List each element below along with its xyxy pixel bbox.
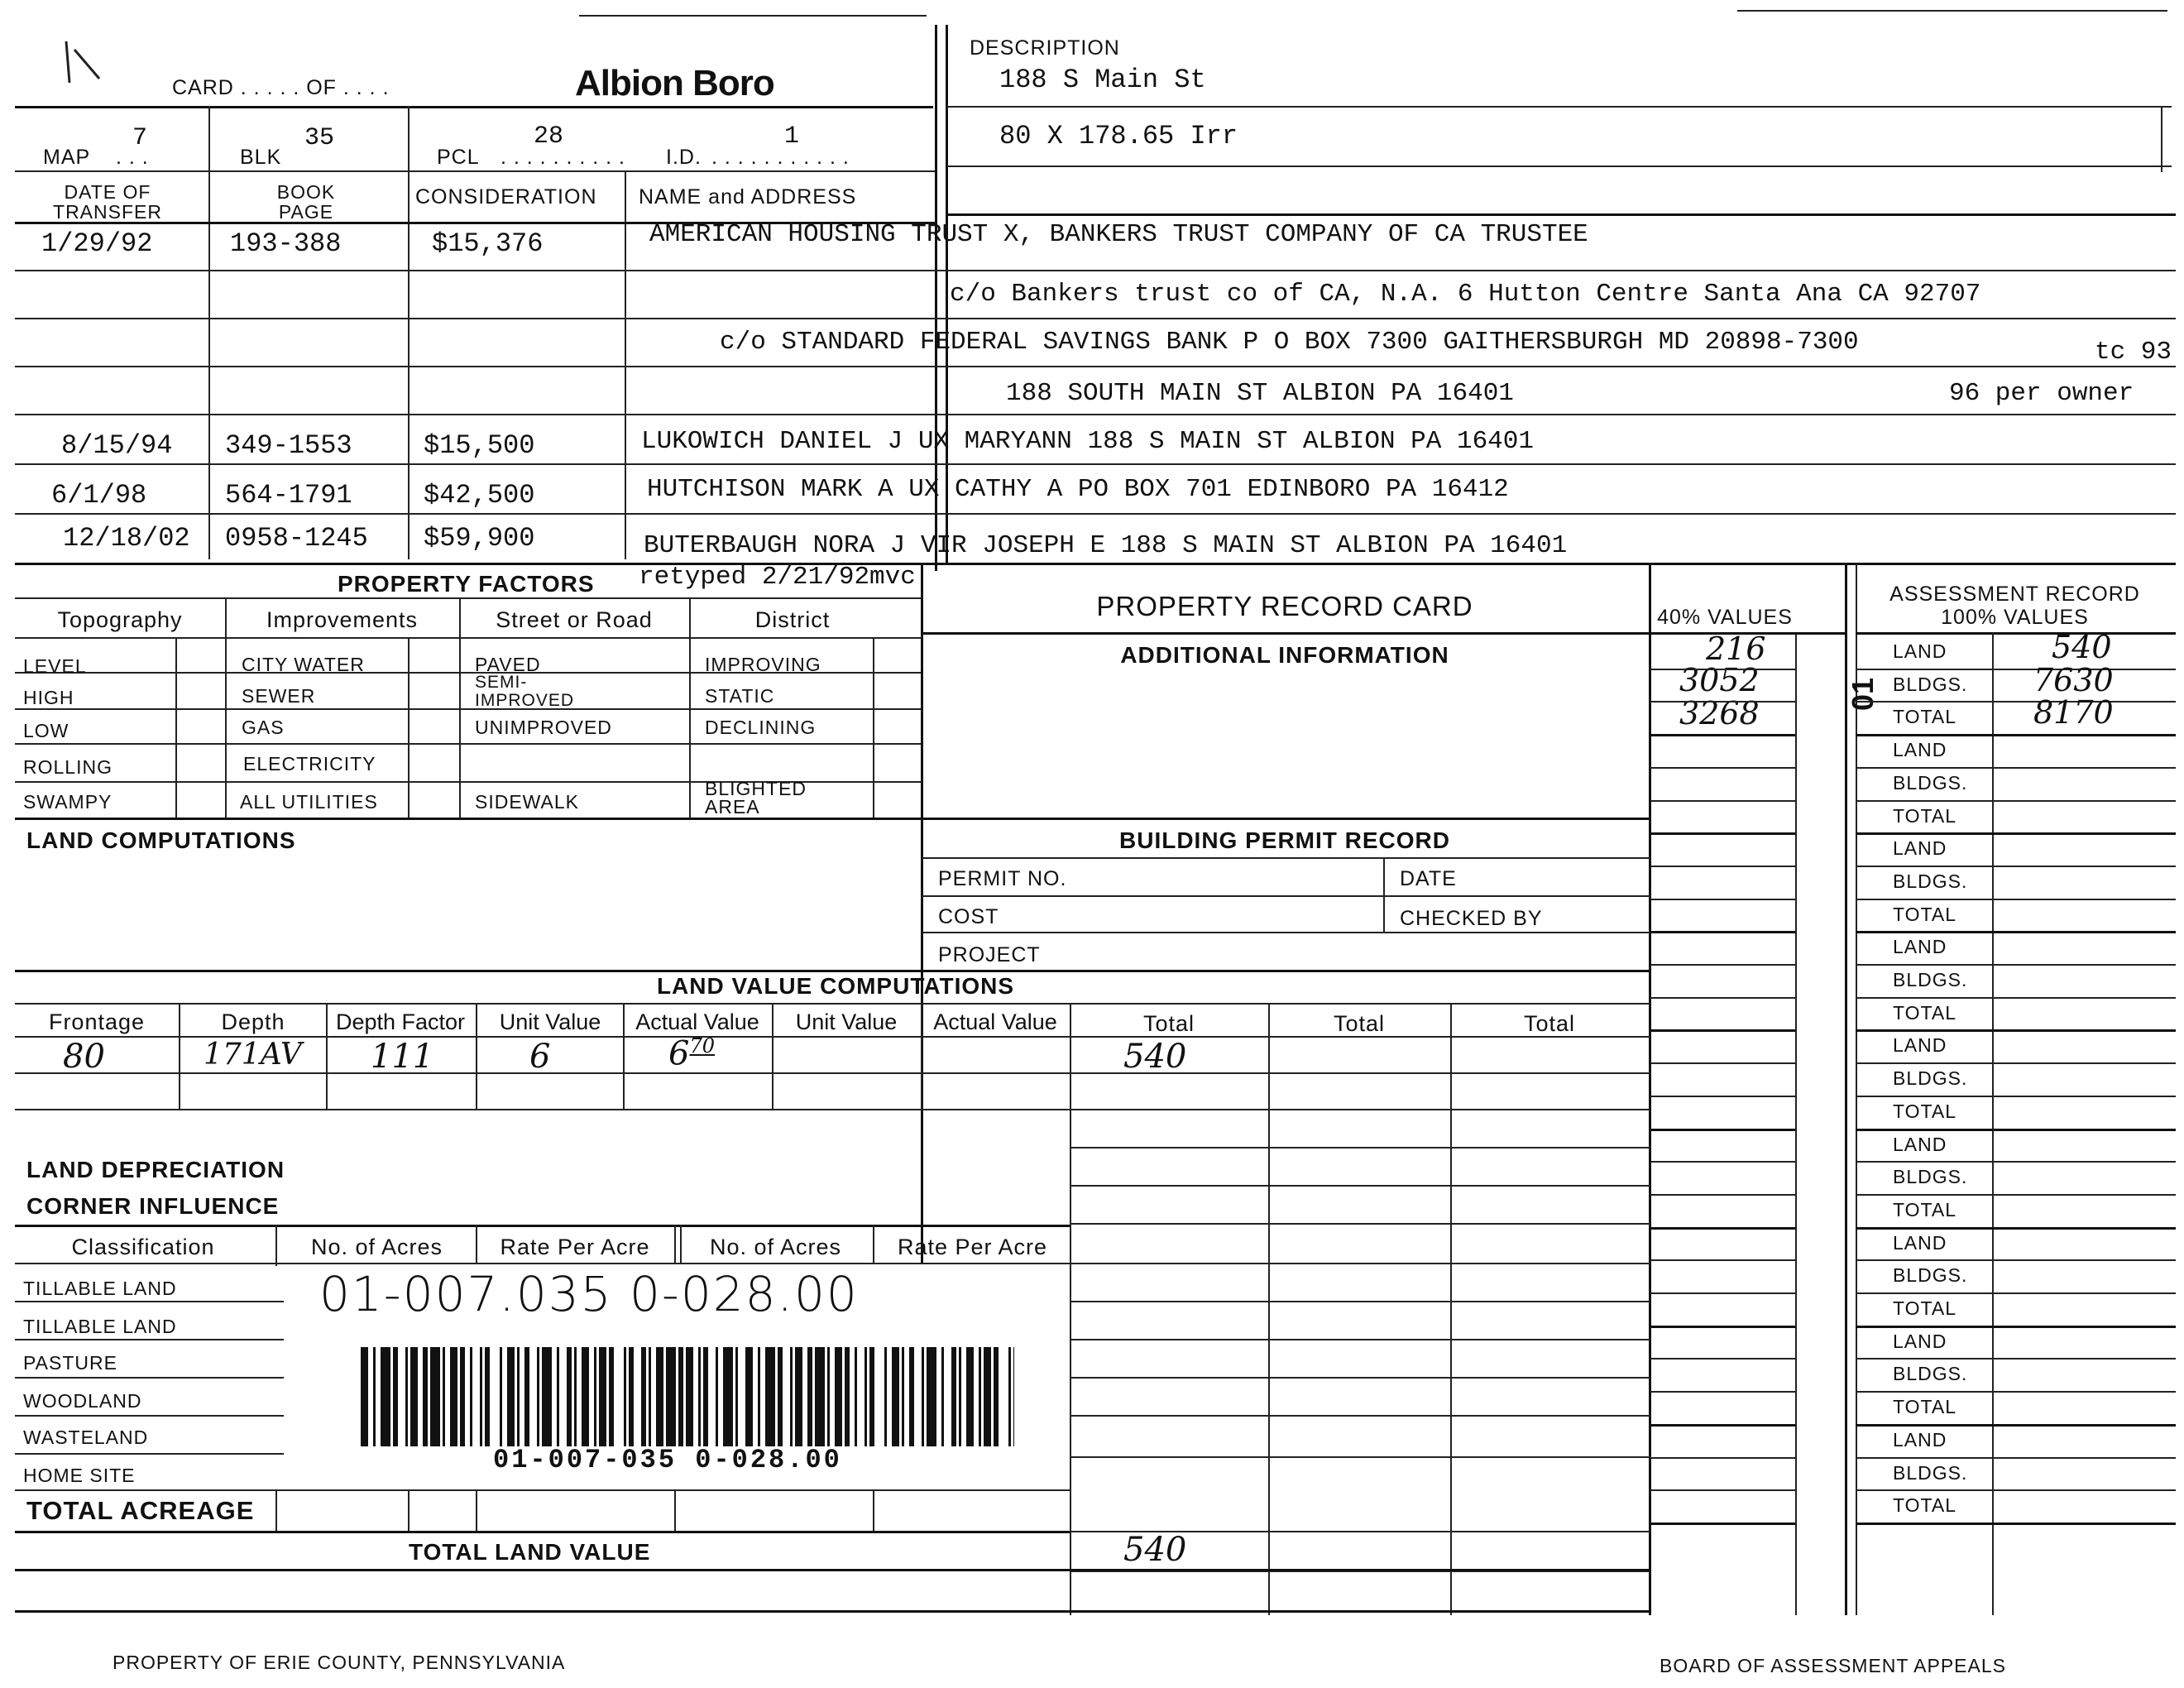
id-dots: . . . . . . . . . . . <box>711 146 850 169</box>
description-line-1: 188 S Main St <box>999 65 1206 95</box>
col-total-3: Total <box>1523 1011 1576 1036</box>
map-label: MAP <box>43 146 91 169</box>
assessment-title <box>1856 583 2174 629</box>
assessment-total-label: TOTAL <box>1893 1001 1956 1024</box>
improvements-header: Improvements <box>266 607 419 632</box>
property-factors-title: PROPERTY FACTORS <box>338 571 595 597</box>
assessment-land-label: LAND <box>1893 739 1947 761</box>
assessment-total-label: TOTAL <box>1893 903 1956 925</box>
depth-value: 171AV <box>204 1038 302 1072</box>
frontage-value: 80 <box>63 1038 105 1076</box>
permit-date-label: DATE <box>1400 867 1457 890</box>
property-record-card-title: PROPERTY RECORD CARD <box>1096 591 1473 621</box>
acres-header-1: No. of Acres <box>310 1235 443 1259</box>
impr-gas: GAS <box>242 717 285 738</box>
col-total-2: Total <box>1333 1011 1386 1036</box>
class-wasteland: WASTELAND <box>23 1427 149 1448</box>
acres-header-2: No. of Acres <box>709 1235 842 1259</box>
assessment-bldgs-label: BLDGS. <box>1893 1264 1968 1287</box>
classification-header: Classification <box>71 1235 215 1259</box>
class-pasture: PASTURE <box>23 1352 117 1374</box>
street-paved: PAVED <box>475 654 541 675</box>
year-mark: 01 <box>1846 677 1880 712</box>
assessment-bldgs-label: BLDGS. <box>1893 673 1968 695</box>
date-of-transfer-header: DATE OF TRANSFER <box>53 181 162 223</box>
pcl-dots: . . . . . . . . . . <box>500 146 625 169</box>
impr-city-water: CITY WATER <box>242 654 365 675</box>
side-note-tc: tc 93 <box>2095 338 2172 367</box>
assessment-bldgs-label: BLDGS. <box>1893 1461 1968 1484</box>
side-note-per-owner: 96 per owner <box>1949 379 2134 408</box>
topo-rolling: ROLLING <box>23 756 113 778</box>
cost-label: COST <box>938 905 999 928</box>
assessment-total-label: TOTAL <box>1893 804 1956 827</box>
name-address-header: NAME and ADDRESS <box>639 185 857 209</box>
transfer-row-2-name: c/o Bankers trust co of CA, N.A. 6 Hutton Centre Santa Ana CA 92707 <box>950 280 1981 309</box>
transfer-row-1-consideration: $15,376 <box>432 228 544 259</box>
pcl-value: 28 <box>534 122 564 151</box>
district-declining: DECLINING <box>705 717 817 738</box>
land-total-value: 540 <box>1123 1038 1187 1076</box>
transfer-row-5-name: LUKOWICH DANIEL J UX MARYANN 188 S MAIN ST ALBION PA 16401 <box>641 427 1534 456</box>
map-dots: . . . <box>116 146 149 169</box>
corner-influence-label: CORNER INFLUENCE <box>26 1193 280 1219</box>
district-improving: IMPROVING <box>705 654 821 675</box>
transfer-row-6-consideration: $42,500 <box>424 480 535 511</box>
total-acreage-label: TOTAL ACREAGE <box>26 1496 255 1525</box>
assessment-bldgs-label: BLDGS. <box>1893 771 1968 794</box>
col-unit-value-1: Unit Value <box>499 1009 601 1034</box>
transfer-row-1-name: AMERICAN HOUSING TRUST X, BANKERS TRUST COMPANY OF CA TRUSTEE <box>649 220 1588 249</box>
checked-by-label: CHECKED BY <box>1400 907 1543 930</box>
street-sidewalk: SIDEWALK <box>475 791 580 813</box>
col-depth: Depth <box>221 1009 285 1034</box>
assessment-bldgs-label: BLDGS. <box>1893 1166 1968 1188</box>
transfer-row-7-book: 0958-1245 <box>225 523 368 554</box>
street-unimproved: UNIMPROVED <box>475 717 612 738</box>
assessment-bldgs-label: BLDGS. <box>1893 969 1968 990</box>
assessment-land-label: LAND <box>1893 1428 1947 1451</box>
assessment-total-label: TOTAL <box>1893 1494 1956 1517</box>
transfer-row-7-consideration: $59,900 <box>424 523 535 554</box>
topo-swampy: SWAMPY <box>23 791 113 813</box>
id-label: I.D. <box>666 146 702 169</box>
assessment-title-text: ASSESSMENT RECORD <box>1889 583 2140 606</box>
col-total-1: Total <box>1142 1011 1195 1036</box>
district-static: STATIC <box>705 685 775 707</box>
col-frontage: Frontage <box>48 1009 146 1034</box>
topo-low: LOW <box>23 720 69 741</box>
card-label: CARD . . . . . OF . . . . <box>172 76 390 99</box>
permit-no-label: PERMIT NO. <box>938 867 1067 890</box>
additional-information-title: ADDITIONAL INFORMATION <box>1120 642 1449 668</box>
values-40-land: 216 <box>1706 631 1766 667</box>
retyped-note: retyped 2/21/92mvc <box>639 563 916 592</box>
values-40-total: 3268 <box>1679 695 1760 731</box>
col-depth-factor: Depth Factor <box>335 1009 466 1034</box>
consideration-header: CONSIDERATION <box>415 185 597 209</box>
assessment-land-label: LAND <box>1893 1034 1947 1057</box>
transfer-row-6-date: 6/1/98 <box>51 480 147 511</box>
transfer-row-1-date: 1/29/92 <box>41 228 153 259</box>
assessment-land-label: LAND <box>1893 1133 1947 1155</box>
assessment-bldgs-label: BLDGS. <box>1893 870 1968 892</box>
map-value: 7 <box>132 124 148 152</box>
rate-header-1: Rate Per Acre <box>500 1235 650 1259</box>
class-woodland: WOODLAND <box>23 1390 142 1412</box>
assessment-first-bldgs-value: 7630 <box>2033 661 2114 698</box>
impr-all-utilities: ALL UTILITIES <box>240 791 378 813</box>
transfer-row-4-name: 188 SOUTH MAIN ST ALBION PA 16401 <box>1006 379 1514 408</box>
pcl-label: PCL <box>437 146 480 169</box>
rate-header-2: Rate Per Acre <box>897 1235 1048 1259</box>
transfer-row-6-book: 564-1791 <box>225 480 352 511</box>
check-mark <box>58 33 108 99</box>
parcel-sticker <box>286 1264 1064 1488</box>
land-value-computations-title: LAND VALUE COMPUTATIONS <box>656 973 1015 999</box>
assessment-first-land-value: 540 <box>2052 629 2112 665</box>
transfer-row-5-consideration: $15,500 <box>424 430 535 461</box>
total-land-value: 540 <box>1123 1531 1187 1569</box>
transfer-row-3-name: c/o STANDARD FEDERAL SAVINGS BANK P O BOX 7300 GAITHERSBURGH MD 20898-7300 <box>720 328 1859 357</box>
assessment-first-total-value: 8170 <box>2033 694 2114 731</box>
transfer-row-7-name: BUTERBAUGH NORA J VIR JOSEPH E 188 S MAIN ST ALBION PA 16401 <box>644 531 1568 560</box>
district-header: District <box>754 607 831 632</box>
unit-value: 6 <box>529 1038 551 1076</box>
blk-label: BLK <box>240 146 282 169</box>
project-label: PROJECT <box>938 943 1041 966</box>
street-header: Street or Road <box>496 607 653 632</box>
land-computations-title: LAND COMPUTATIONS <box>26 827 296 853</box>
class-tillable-1: TILLABLE LAND <box>23 1278 177 1299</box>
class-tillable-2: TILLABLE LAND <box>23 1316 177 1337</box>
col-actual-value-2: Actual Value <box>933 1009 1057 1034</box>
assessment-land-label: LAND <box>1893 1231 1947 1254</box>
description-label: DESCRIPTION <box>970 36 1120 60</box>
actual-value <box>668 1034 715 1072</box>
assessment-total-label: TOTAL <box>1893 1396 1956 1418</box>
assessment-land-label: LAND <box>1893 837 1947 860</box>
street-semi-improved: SEMI- IMPROVED <box>475 673 575 710</box>
barcode-text: 01-007-035 0-028.00 <box>493 1445 842 1475</box>
assessment-land-label: LAND <box>1893 640 1947 662</box>
assessment-total-label: TOTAL <box>1893 706 1956 728</box>
municipality-name: Albion Boro <box>575 63 774 103</box>
footer-right: BOARD OF ASSESSMENT APPEALS <box>1660 1655 2006 1676</box>
assessment-bldgs-label: BLDGS. <box>1893 1363 1968 1385</box>
assessment-bldgs-label: BLDGS. <box>1893 1067 1968 1090</box>
impr-electricity: ELECTRICITY <box>243 753 376 774</box>
transfer-row-7-date: 12/18/02 <box>63 523 190 554</box>
transfer-row-5-book: 349-1553 <box>225 430 352 461</box>
assessment-subtitle-text: 100% VALUES <box>1941 606 2089 629</box>
blk-value: 35 <box>304 124 335 152</box>
values-40-bldgs: 3052 <box>1679 662 1760 698</box>
topo-high: HIGH <box>23 687 74 708</box>
barcode <box>361 1347 1014 1446</box>
land-depreciation-label: LAND DEPRECIATION <box>26 1157 285 1182</box>
transfer-row-6-name: HUTCHISON MARK A UX CATHY A PO BOX 701 EDINBORO PA 16412 <box>647 475 1509 504</box>
impr-sewer: SEWER <box>242 685 316 707</box>
assessment-land-label: LAND <box>1893 1330 1947 1352</box>
assessment-total-label: TOTAL <box>1893 1100 1956 1122</box>
transfer-row-1-book: 193-388 <box>230 228 342 259</box>
depth-factor-value: 111 <box>371 1038 434 1076</box>
assessment-total-label: TOTAL <box>1893 1198 1956 1220</box>
book-page-header: BOOK PAGE <box>276 181 336 223</box>
assessment-total-label: TOTAL <box>1893 1297 1956 1319</box>
topography-header: Topography <box>57 607 183 632</box>
assessment-land-label: LAND <box>1893 936 1947 958</box>
col-unit-value-2: Unit Value <box>795 1009 898 1034</box>
description-line-2: 80 X 178.65 Irr <box>999 121 1238 151</box>
values-40-label: 40% VALUES <box>1657 606 1793 629</box>
total-land-value-label: TOTAL LAND VALUE <box>409 1539 651 1565</box>
district-blighted-area: BLIGHTED AREA <box>705 778 807 818</box>
class-home-site: HOME SITE <box>23 1465 136 1486</box>
handwritten-parcel-id: 01-007.035 0-028.00 <box>319 1266 859 1322</box>
id-value: 1 <box>784 122 800 151</box>
footer-left: PROPERTY OF ERIE COUNTY, PENNSYLVANIA <box>113 1652 566 1673</box>
transfer-row-5-date: 8/15/94 <box>61 430 173 461</box>
actual-value-sup: 70 <box>689 1034 715 1057</box>
topo-level: LEVEL <box>23 655 87 677</box>
col-actual-value-1: Actual Value <box>635 1009 759 1034</box>
building-permit-title: BUILDING PERMIT RECORD <box>1119 827 1450 853</box>
actual-value-main: 6 <box>668 1034 690 1073</box>
